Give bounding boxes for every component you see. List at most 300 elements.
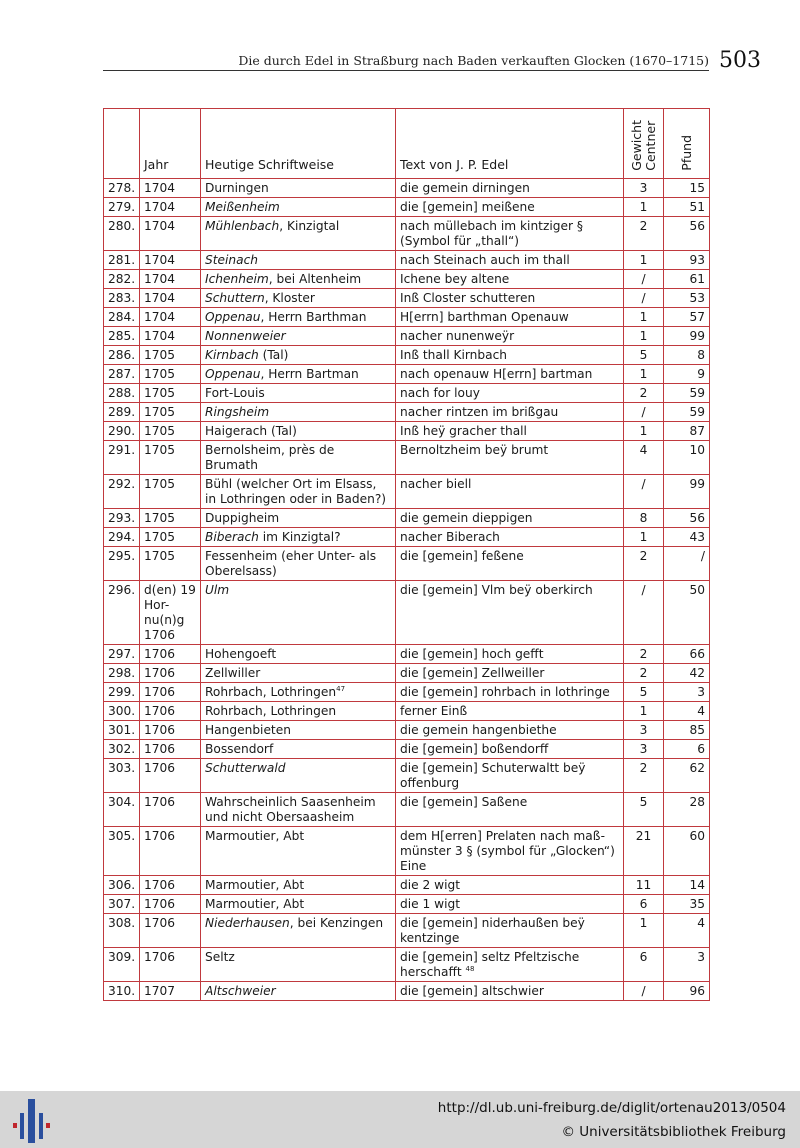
cell-nr: 308.: [104, 914, 140, 948]
edel-text: die [gemein] altschwier: [400, 984, 544, 998]
cell-text: [396, 346, 624, 365]
cell-weight: 2: [624, 664, 664, 683]
cell-year: 1705: [140, 403, 201, 422]
cell-text: [396, 982, 624, 1001]
cell-text: [396, 664, 624, 683]
cell-weight: 1: [624, 251, 664, 270]
header-text: Text von J. P. Edel: [396, 109, 624, 179]
cell-nr: 306.: [104, 876, 140, 895]
cell-nr: 297.: [104, 645, 140, 664]
table-row: [104, 441, 710, 475]
table-row: [104, 475, 710, 509]
cell-text: [396, 759, 624, 793]
cell-pound: 35: [664, 895, 710, 914]
modern-segment: Rohrbach, Lothringen: [205, 704, 337, 718]
cell-nr: 288.: [104, 384, 140, 403]
cell-nr: 287.: [104, 365, 140, 384]
table-row: [104, 683, 710, 702]
header-weight-line2: Centner: [642, 121, 658, 171]
cell-weight: 6: [624, 895, 664, 914]
cell-modern: [201, 721, 396, 740]
cell-modern: [201, 895, 396, 914]
cell-year: 1705: [140, 346, 201, 365]
cell-year: 1706: [140, 740, 201, 759]
cell-nr: 302.: [104, 740, 140, 759]
modern-segment: Oppenau: [205, 367, 261, 381]
table-row: [104, 876, 710, 895]
cell-modern: [201, 346, 396, 365]
cell-pound: 4: [664, 914, 710, 948]
cell-weight: 3: [624, 721, 664, 740]
cell-nr: 301.: [104, 721, 140, 740]
cell-pound: 8: [664, 346, 710, 365]
cell-nr: 296.: [104, 581, 140, 645]
cell-weight: 1: [624, 308, 664, 327]
cell-pound: 66: [664, 645, 710, 664]
cell-modern: [201, 664, 396, 683]
table-row: [104, 251, 710, 270]
cell-nr: 309.: [104, 948, 140, 982]
cell-modern: [201, 475, 396, 509]
cell-year: 1705: [140, 547, 201, 581]
bell-table: [103, 108, 710, 1001]
table-row: [104, 509, 710, 528]
cell-year: 1706: [140, 914, 201, 948]
cell-year: 1706: [140, 793, 201, 827]
cell-year: 1706: [140, 645, 201, 664]
cell-pound: 28: [664, 793, 710, 827]
cell-text: [396, 179, 624, 198]
cell-year: 1706: [140, 664, 201, 683]
edel-text: Bernoltzheim beÿ brumt: [400, 443, 549, 457]
modern-segment: Schuttern: [205, 291, 265, 305]
header-modern: Heutige Schriftweise: [201, 109, 396, 179]
modern-segment: Steinach: [205, 253, 259, 267]
cell-text: [396, 895, 624, 914]
cell-nr: 304.: [104, 793, 140, 827]
edel-text: Ichene bey altene: [400, 272, 510, 286]
table-row: [104, 422, 710, 441]
cell-pound: 59: [664, 403, 710, 422]
cell-year: 1704: [140, 327, 201, 346]
cell-pound: 3: [664, 948, 710, 982]
modern-segment: , Herrn Bartman: [260, 367, 359, 381]
edel-text: Inß thall Kirnbach: [400, 348, 508, 362]
edel-text: die [gemein] Saßene: [400, 795, 528, 809]
cell-pound: 15: [664, 179, 710, 198]
edel-text: nacher biell: [400, 477, 472, 491]
modern-segment: Niederhausen: [205, 916, 290, 930]
cell-pound: 10: [664, 441, 710, 475]
table-row: [104, 365, 710, 384]
edel-text: dem H[erren] Prelaten nach maß-münster 3 § (symbol für „Glocken“) Eine: [400, 829, 615, 873]
modern-segment: Bernolsheim, près de Brumath: [205, 443, 335, 472]
modern-segment: Fort-Louis: [205, 386, 265, 400]
cell-weight: /: [624, 270, 664, 289]
cell-text: [396, 198, 624, 217]
table-row: [104, 179, 710, 198]
modern-segment: Bossendorf: [205, 742, 274, 756]
cell-year: 1704: [140, 289, 201, 308]
cell-text: [396, 365, 624, 384]
cell-year: 1706: [140, 827, 201, 876]
cell-nr: 307.: [104, 895, 140, 914]
modern-segment: , Kloster: [264, 291, 315, 305]
header-nr: [104, 109, 140, 179]
cell-modern: [201, 876, 396, 895]
table-row: [104, 759, 710, 793]
cell-weight: /: [624, 982, 664, 1001]
footer-copyright: © Universitätsbibliothek Freiburg: [561, 1124, 786, 1140]
cell-nr: 289.: [104, 403, 140, 422]
cell-nr: 303.: [104, 759, 140, 793]
cell-pound: /: [664, 547, 710, 581]
cell-year: 1706: [140, 702, 201, 721]
table-row: [104, 702, 710, 721]
modern-segment: Nonnenweier: [205, 329, 286, 343]
cell-weight: 1: [624, 422, 664, 441]
table-row: [104, 645, 710, 664]
cell-pound: 93: [664, 251, 710, 270]
edel-text: die [gemein] meißene: [400, 200, 535, 214]
edel-text: die [gemein] hoch gefft: [400, 647, 544, 661]
cell-pound: 6: [664, 740, 710, 759]
cell-year: 1706: [140, 683, 201, 702]
header-pound-label: Pfund: [678, 135, 694, 171]
edel-text: nacher Biberach: [400, 530, 500, 544]
cell-weight: 5: [624, 346, 664, 365]
cell-modern: [201, 327, 396, 346]
cell-nr: 282.: [104, 270, 140, 289]
edel-text: H[errn] barthman Openauw: [400, 310, 569, 324]
modern-segment: Haigerach (Tal): [205, 424, 297, 438]
modern-segment: Seltz: [205, 950, 235, 964]
cell-modern: [201, 982, 396, 1001]
cell-text: [396, 827, 624, 876]
cell-modern: [201, 289, 396, 308]
cell-weight: 3: [624, 740, 664, 759]
cell-nr: 290.: [104, 422, 140, 441]
cell-weight: /: [624, 403, 664, 422]
cell-pound: 99: [664, 327, 710, 346]
cell-text: [396, 217, 624, 251]
cell-text: [396, 948, 624, 982]
edel-text: die gemein dirningen: [400, 181, 530, 195]
table-header-row: [104, 109, 710, 179]
cell-pound: 4: [664, 702, 710, 721]
cell-year: 1707: [140, 982, 201, 1001]
cell-pound: 57: [664, 308, 710, 327]
running-title: Die durch Edel in Straßburg nach Baden verkauften Glocken (1670–1715): [238, 53, 709, 68]
modern-segment: Durningen: [205, 181, 269, 195]
cell-modern: [201, 509, 396, 528]
cell-weight: 11: [624, 876, 664, 895]
cell-weight: 1: [624, 198, 664, 217]
cell-year: 1704: [140, 270, 201, 289]
cell-year: 1704: [140, 308, 201, 327]
cell-text: [396, 251, 624, 270]
cell-nr: 292.: [104, 475, 140, 509]
cell-pound: 62: [664, 759, 710, 793]
modern-segment: , bei Altenheim: [268, 272, 362, 286]
cell-year: 1706: [140, 759, 201, 793]
cell-pound: 87: [664, 422, 710, 441]
modern-segment: Wahrscheinlich Saasenheim und nicht Obersaasheim: [205, 795, 376, 824]
cell-modern: [201, 914, 396, 948]
cell-pound: 43: [664, 528, 710, 547]
edel-text: die [gemein] niderhaußen beÿ kentzinge: [400, 916, 585, 945]
table-row: [104, 289, 710, 308]
table-row: [104, 948, 710, 982]
cell-modern: [201, 422, 396, 441]
table-row: [104, 270, 710, 289]
cell-modern: [201, 198, 396, 217]
cell-modern: [201, 251, 396, 270]
cell-weight: /: [624, 581, 664, 645]
cell-pound: 51: [664, 198, 710, 217]
cell-pound: 99: [664, 475, 710, 509]
cell-modern: [201, 759, 396, 793]
cell-weight: 2: [624, 547, 664, 581]
edel-text: nacher rintzen im brißgau: [400, 405, 559, 419]
cell-pound: 61: [664, 270, 710, 289]
modern-segment: Biberach: [205, 530, 259, 544]
cell-pound: 9: [664, 365, 710, 384]
cell-text: [396, 403, 624, 422]
cell-weight: 2: [624, 759, 664, 793]
cell-nr: 293.: [104, 509, 140, 528]
table-row: [104, 217, 710, 251]
cell-pound: 85: [664, 721, 710, 740]
cell-weight: 1: [624, 327, 664, 346]
edel-text: Inß Closter schutteren: [400, 291, 536, 305]
cell-year: 1705: [140, 475, 201, 509]
page-number: 503: [719, 48, 761, 73]
cell-nr: 291.: [104, 441, 140, 475]
cell-modern: [201, 827, 396, 876]
cell-year: 1705: [140, 365, 201, 384]
cell-modern: [201, 403, 396, 422]
cell-text: [396, 509, 624, 528]
cell-year: 1706: [140, 895, 201, 914]
edel-text: nacher nunenweÿr: [400, 329, 515, 343]
table-row: [104, 721, 710, 740]
cell-pound: 56: [664, 509, 710, 528]
cell-text: [396, 645, 624, 664]
cell-weight: 2: [624, 645, 664, 664]
cell-pound: 59: [664, 384, 710, 403]
cell-modern: [201, 948, 396, 982]
cell-weight: /: [624, 289, 664, 308]
modern-segment: Meißenheim: [205, 200, 280, 214]
cell-pound: 50: [664, 581, 710, 645]
cell-pound: 42: [664, 664, 710, 683]
cell-modern: [201, 308, 396, 327]
modern-segment: Duppigheim: [205, 511, 280, 525]
cell-text: [396, 547, 624, 581]
ub-freiburg-logo-icon: [10, 1099, 54, 1143]
cell-text: [396, 683, 624, 702]
cell-text: [396, 422, 624, 441]
table-row: [104, 895, 710, 914]
footnote-ref: 48: [465, 964, 475, 973]
cell-weight: 1: [624, 914, 664, 948]
cell-modern: [201, 217, 396, 251]
cell-modern: [201, 740, 396, 759]
edel-text: nach openauw H[errn] bartman: [400, 367, 593, 381]
modern-segment: Zellwiller: [205, 666, 261, 680]
edel-text: die [gemein] Schuterwaltt beÿ offenburg: [400, 761, 586, 790]
cell-nr: 280.: [104, 217, 140, 251]
cell-text: [396, 441, 624, 475]
table-row: [104, 914, 710, 948]
modern-segment: Oppenau: [205, 310, 261, 324]
modern-segment: Hohengoeft: [205, 647, 277, 661]
table-body: [104, 179, 710, 1001]
edel-text: die [gemein] Zellweiller: [400, 666, 545, 680]
cell-year: 1706: [140, 876, 201, 895]
footer-url[interactable]: http://dl.ub.uni-freiburg.de/diglit/ortenau2013/0504: [437, 1100, 786, 1116]
modern-segment: Mühlenbach: [205, 219, 280, 233]
modern-segment: Schutterwald: [205, 761, 286, 775]
edel-text: die 2 wigt: [400, 878, 460, 892]
table-row: [104, 308, 710, 327]
table-row: [104, 327, 710, 346]
header-weight-line1: Gewicht: [628, 120, 644, 171]
modern-segment: im Kinzigtal?: [258, 530, 341, 544]
cell-modern: [201, 702, 396, 721]
cell-weight: 1: [624, 528, 664, 547]
cell-year: 1704: [140, 217, 201, 251]
cell-nr: 305.: [104, 827, 140, 876]
modern-segment: Marmoutier, Abt: [205, 878, 305, 892]
edel-text: die gemein hangenbiethe: [400, 723, 557, 737]
table-row: [104, 793, 710, 827]
cell-year: 1704: [140, 179, 201, 198]
cell-text: [396, 581, 624, 645]
modern-segment: (Tal): [258, 348, 289, 362]
cell-nr: 279.: [104, 198, 140, 217]
edel-text: die [gemein] rohrbach in lothringe: [400, 685, 610, 699]
table-row: [104, 982, 710, 1001]
cell-text: [396, 384, 624, 403]
cell-nr: 281.: [104, 251, 140, 270]
header-weight: [624, 109, 664, 179]
cell-year: d(en) 19 Hor-nu(n)g 1706: [140, 581, 201, 645]
modern-segment: Altschweier: [205, 984, 276, 998]
cell-text: [396, 740, 624, 759]
cell-weight: 6: [624, 948, 664, 982]
cell-pound: 60: [664, 827, 710, 876]
cell-modern: [201, 793, 396, 827]
cell-nr: 283.: [104, 289, 140, 308]
cell-year: 1705: [140, 384, 201, 403]
cell-nr: 299.: [104, 683, 140, 702]
cell-pound: 56: [664, 217, 710, 251]
cell-nr: 285.: [104, 327, 140, 346]
footer-bar: [0, 1091, 800, 1148]
table-row: [104, 198, 710, 217]
cell-weight: 1: [624, 365, 664, 384]
footnote-ref: 47: [336, 684, 346, 693]
cell-nr: 295.: [104, 547, 140, 581]
cell-modern: [201, 384, 396, 403]
running-header: [103, 48, 765, 76]
cell-year: 1705: [140, 441, 201, 475]
cell-modern: [201, 270, 396, 289]
cell-pound: 96: [664, 982, 710, 1001]
edel-text: nach müllebach im kintziger § (Symbol für „thall“): [400, 219, 583, 248]
cell-text: [396, 914, 624, 948]
modern-segment: , Kinzigtal: [279, 219, 340, 233]
cell-modern: [201, 683, 396, 702]
cell-text: [396, 793, 624, 827]
cell-weight: 1: [624, 702, 664, 721]
cell-nr: 286.: [104, 346, 140, 365]
table-row: [104, 581, 710, 645]
cell-weight: 4: [624, 441, 664, 475]
cell-year: 1704: [140, 251, 201, 270]
cell-text: [396, 270, 624, 289]
cell-text: [396, 308, 624, 327]
cell-year: 1705: [140, 422, 201, 441]
cell-nr: 310.: [104, 982, 140, 1001]
modern-segment: Ringsheim: [205, 405, 270, 419]
cell-weight: 2: [624, 217, 664, 251]
modern-segment: Kirnbach: [205, 348, 259, 362]
cell-modern: [201, 547, 396, 581]
cell-text: [396, 528, 624, 547]
edel-text: die gemein dieppigen: [400, 511, 533, 525]
cell-nr: 294.: [104, 528, 140, 547]
cell-modern: [201, 441, 396, 475]
modern-segment: Marmoutier, Abt: [205, 829, 305, 843]
cell-modern: [201, 365, 396, 384]
header-rule: [103, 70, 709, 71]
modern-segment: Bühl (welcher Ort im Elsass, in Lothringen oder in Baden?): [205, 477, 387, 506]
cell-year: 1706: [140, 948, 201, 982]
cell-modern: [201, 528, 396, 547]
edel-text: die [gemein] Vlm beÿ oberkirch: [400, 583, 593, 597]
cell-weight: 3: [624, 179, 664, 198]
cell-text: [396, 327, 624, 346]
modern-segment: Ichenheim: [205, 272, 269, 286]
table-row: [104, 528, 710, 547]
cell-modern: [201, 179, 396, 198]
cell-weight: /: [624, 475, 664, 509]
cell-nr: 298.: [104, 664, 140, 683]
cell-text: [396, 475, 624, 509]
cell-modern: [201, 645, 396, 664]
header-year: Jahr: [140, 109, 201, 179]
table-row: [104, 827, 710, 876]
modern-segment: , bei Kenzingen: [289, 916, 384, 930]
cell-year: 1704: [140, 198, 201, 217]
modern-segment: , Herrn Barthman: [260, 310, 367, 324]
cell-year: 1706: [140, 721, 201, 740]
edel-text: die 1 wigt: [400, 897, 460, 911]
edel-text: die [gemein] seltz Pfeltzische herschafft: [400, 950, 580, 979]
cell-pound: 14: [664, 876, 710, 895]
table-row: [104, 403, 710, 422]
modern-segment: Marmoutier, Abt: [205, 897, 305, 911]
cell-nr: 284.: [104, 308, 140, 327]
cell-weight: 5: [624, 683, 664, 702]
cell-pound: 53: [664, 289, 710, 308]
cell-modern: [201, 581, 396, 645]
edel-text: ferner Einß: [400, 704, 468, 718]
cell-weight: 8: [624, 509, 664, 528]
